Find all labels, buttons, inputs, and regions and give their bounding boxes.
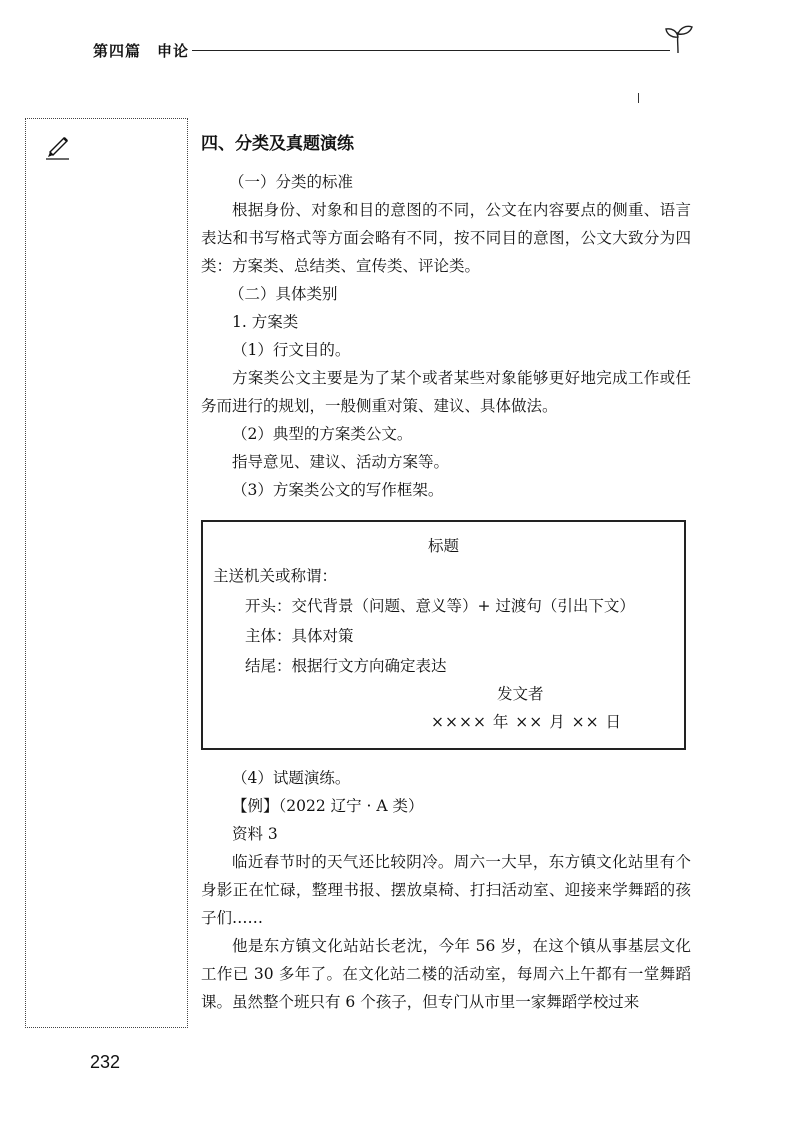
example-citation: 【例】（2022 辽宁 · A 类） <box>232 797 424 815</box>
section-title: 四、分类及真题演练 <box>201 134 354 154</box>
header-rule <box>192 50 670 51</box>
framework-opening: 开头：交代背景（问题、意义等）+ 过渡句（引出下文） <box>245 597 635 615</box>
purpose-paragraph: 方案类公文主要是为了某个或者某些对象能够更好地完成工作或任务而进行的规划，一般侧重对策、建议、具体做法。 <box>201 369 691 415</box>
material-paragraph-2: 他是东方镇文化站站长老沈，今年 56 岁，在这个镇从事基层文化工作已 30 多年了。在文化站二楼的活动室，每周六上午都有一堂舞蹈课。虽然整个班只有 6 个孩子，但专门从市里一家舞蹈学校过来 <box>201 937 691 1011</box>
exercise-label: （4）试题演练。 <box>232 769 351 787</box>
material-paragraph-1: 临近春节时的天气还比较阴冷。周六一大早，东方镇文化站里有个身影正在忙碌，整理书报、摆放桌椅、打扫活动室、迎接来学舞蹈的孩子们…… <box>201 853 691 927</box>
paragraph-standard: 根据身份、对象和目的意图的不同，公文在内容要点的侧重、语言表达和书写格式等方面会略有不同，按不同目的意图，公文大致分为四类：方案类、总结类、宣传类、评论类。 <box>201 201 691 275</box>
framework-recipient: 主送机关或称谓： <box>213 567 338 585</box>
purpose-label: （1）行文目的。 <box>232 341 351 359</box>
framework-title: 标题 <box>427 537 459 555</box>
tick-mark <box>638 93 639 103</box>
item-plan-type: 1. 方案类 <box>232 313 299 331</box>
subsection-title-standard: （一）分类的标准 <box>229 173 354 191</box>
typical-paragraph: 指导意见、建议、活动方案等。 <box>232 453 450 471</box>
main-content <box>201 132 691 1016</box>
framework-label: （3）方案类公文的写作框架。 <box>232 481 444 499</box>
typical-label: （2）典型的方案类公文。 <box>232 425 413 443</box>
subsection-title-categories: （二）具体类别 <box>229 285 338 303</box>
framework-body: 主体：具体对策 <box>245 627 354 645</box>
pencil-icon <box>43 133 71 161</box>
notes-margin-box <box>25 118 188 1028</box>
sprout-icon <box>662 24 694 54</box>
framework-box <box>201 520 686 750</box>
material-label: 资料 3 <box>232 825 278 843</box>
framework-issuer: 发文者 <box>497 685 544 703</box>
page-number: 232 <box>90 1052 121 1072</box>
framework-date: ×××× 年 ×× 月 ×× 日 <box>431 713 623 731</box>
framework-ending: 结尾：根据行文方向确定表达 <box>245 657 447 675</box>
running-header: 第四篇 申论 <box>93 42 190 60</box>
